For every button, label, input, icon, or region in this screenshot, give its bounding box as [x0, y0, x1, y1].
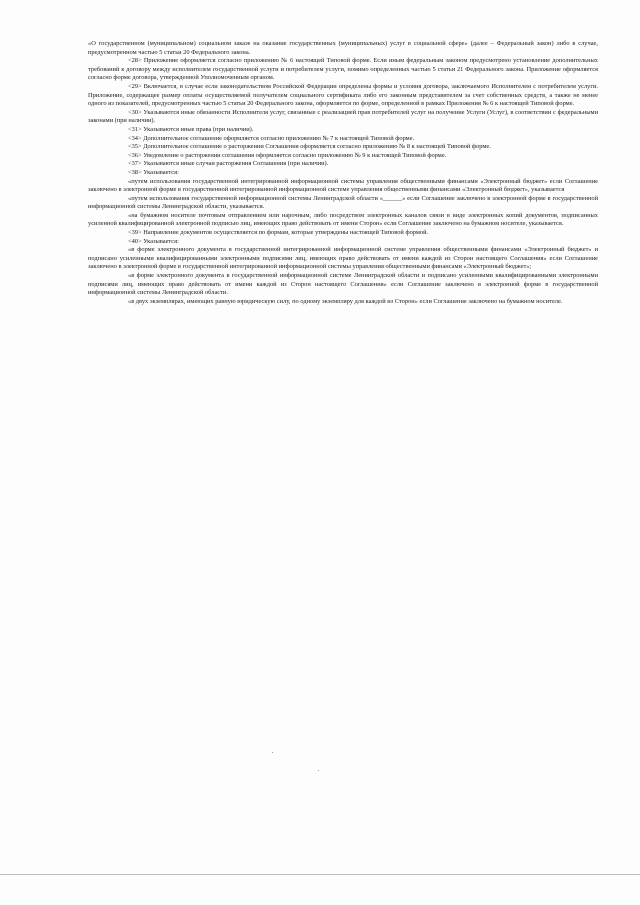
footnote-34: <34> Дополнительное соглашение оформляется согласно приложению № 7 к настоящей Типовой форме. — [128, 134, 415, 142]
footnote-30: <30> Указываются иные обязанности Исполнителя услуг, связанные с реализацией прав потребителей услуг на получение Услуги (Услуг), в соответствии с федеральными законами (при наличии). — [88, 108, 598, 125]
footnote-28: <28> Приложение оформляется согласно приложению № 6 настоящей Типовой форме. Если иным федеральным законом предусмотрено установление дополнительных требований к договору между исполнителем государственной услуги и потребителем услуги, помимо определенных частью 5 статьи 21 Федерального закона. Приложение оформляется согласно форме договора, утвержденной Уполномоченным органом. — [88, 57, 598, 82]
footnote-38: <38> Указывается: — [128, 168, 179, 176]
footnote-40-option-electronic-budget: «в форме электронного документа в государственной интегрированной информационной системе управления общественными финансами «Электронный бюджет» и подписано усиленными квалифицированными электронными подписями лиц, имеющих право действовать от имени каждой из Сторон настоящего Соглашения» если Соглашение заключено в электронной форме в государственной интегрированной информационной системы управления общественными финансами «Электронный бюджет»; — [88, 246, 598, 271]
scan-speck — [272, 752, 273, 753]
footnote-38-option-paper: «на бумажном носителе почтовым отправлением или нарочным, либо посредством электронных каналов связи в виде электронных копий документов, подписанных усиленной квалифицированной электронной подписью лиц, имеющих право действовать от имени Сторон» если Соглашение заключено на бумажном носителе, указывается. — [88, 211, 598, 228]
footnote-39: <39> Направление документов осуществляется по формам, которые утверждены настоящей Типовой формой. — [128, 229, 429, 237]
paragraph-law-reference: «О государственном (муниципальном) социальном заказе на оказание государственных (муниципальных) услуг в социальной сфере» (далее – Федеральный закон) либо в случае, предусмотренном частью 5 статьи 20 Федерального закона. — [88, 40, 598, 56]
footnote-36: <36> Уведомление о расторжении соглашения оформляется согласно приложению № 9 к настоящей Типовой форме. — [128, 151, 447, 159]
footnote-35: <35> Дополнительное соглашение о расторжении Соглашения оформляется согласно приложению № 8 к настоящей Типовой форме. — [128, 143, 491, 151]
document-body — [88, 40, 598, 306]
footnote-38-option-regional-system: «путем использования государственной информационной системы Ленинградской области «______» если Соглашение заключено в электронной форме в государственной информационной системы Ленинградской области, указывается. — [88, 194, 598, 211]
scan-edge-line — [0, 874, 640, 875]
scan-speck — [318, 770, 319, 771]
footnote-40-option-paper: «в двух экземплярах, имеющих равную юридическую силу, по одному экземпляру для каждой из Сторон» если Соглашение заключено на бумажном носителе. — [128, 297, 563, 305]
footnote-29: <29> Включается, в случае если законодательством Российской Федерации определены формы и условия договора, заключаемого Исполнителем с потребителем услуги. Приложение, содержащее размер оплаты осуществляемой получателем социального сертификата либо его законным представителем за счет собственных средств, а также не менее одного из показателей, предусмотренных частью 5 статьи 20 Федерального закона, оформляется по форме, определенной в рамках Приложения № 6 к настоящей Типовой форме. — [88, 82, 598, 108]
footnote-40-option-regional-system: «в форме электронного документа в государственной информационной системе Ленинградской области и подписано усиленными квалифицированными электронными подписями лиц, имеющих право действовать от имени каждой из Сторон настоящего Соглашения» если Соглашение заключено в электронной форме в государственной информационной системы Ленинградской области. — [88, 272, 598, 297]
footnote-37: <37> Указываются иные случаи расторжения Соглашения (при наличии). — [128, 160, 329, 168]
footnote-31: <31> Указываются иные права (при наличии). — [128, 125, 254, 133]
footnote-40: <40> Указывается: — [128, 237, 179, 245]
footnote-38-option-electronic-budget: «путем использования государственной интегрированной информационной системы управления общественными финансами «Электронный бюджет» если Соглашение заключено в электронной форме в государственной интегрированной информационной системе управления общественными финансами «Электронный бюджет», указывается — [88, 177, 598, 194]
